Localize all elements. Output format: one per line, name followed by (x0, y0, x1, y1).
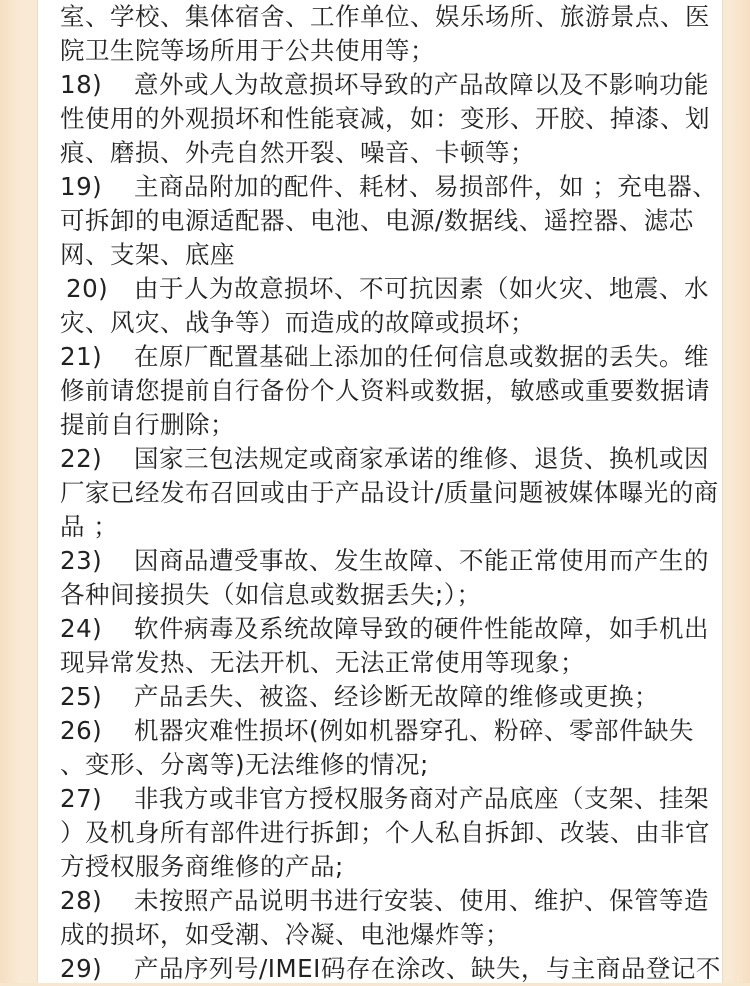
list-item-continuation (60, 476, 719, 510)
item-text: 院卫生院等场所用于公共使用等； (60, 36, 435, 65)
item-text: 因商品遭受事故、发生故障、不能正常使用而产生的 (134, 546, 709, 575)
item-number: 20) (66, 274, 109, 303)
list-item-continuation (60, 238, 235, 272)
item-number: 23) (60, 546, 103, 575)
list-item-continuation (60, 374, 710, 408)
item-text: ）及机身所有部件进行拆卸；个人私自拆卸、改装、由非官 (60, 818, 710, 847)
list-item-continuation (60, 34, 435, 68)
list-item-continuation (60, 510, 118, 544)
item-text: 软件病毒及系统故障导致的硬件性能故障，如手机出 (134, 614, 709, 643)
item-text: 厂家已经发布召回或由于产品设计/质量问题被媒体曝光的商 (60, 478, 719, 507)
item-number: 28) (60, 886, 103, 915)
list-item-continuation (60, 136, 535, 170)
item-text: 网、支架、底座 (60, 240, 235, 269)
item-number: 24) (60, 614, 103, 643)
item-text: 可拆卸的电源适配器、电池、电源/数据线、遥控器、滤芯 (60, 206, 694, 235)
item-text: 室、学校、集体宿舍、工作单位、娱乐场所、旅游景点、医 (60, 2, 710, 31)
item-text: 未按照产品说明书进行安装、使用、维护、保管等造 (134, 886, 709, 915)
list-item-start (60, 442, 709, 476)
item-text: 机器灾难性损坏(例如机器穿孔、粉碎、零部件缺失 (134, 716, 695, 745)
item-number: 19) (60, 172, 103, 201)
item-text: 国家三包法规定或商家承诺的维修、退货、换机或因 (134, 444, 709, 473)
item-text: 性使用的外观损坏和性能衰减，如：变形、开胶、掉漆、划 (60, 104, 710, 133)
item-text: 现异常发热、无法开机、无法正常使用等现象； (60, 648, 585, 677)
item-text: 各种间接损失（如信息或数据丢失;）； (60, 580, 482, 609)
list-item-start (60, 782, 709, 816)
list-item-start (60, 612, 709, 646)
list-item-continuation (60, 306, 535, 340)
list-item-start (60, 884, 709, 918)
list-item-continuation (60, 816, 710, 850)
item-text: 在原厂配置基础上添加的任何信息或数据的丢失。维 (134, 342, 709, 371)
item-text: 灾、风灾、战争等）而造成的故障或损坏； (60, 308, 535, 337)
list-item-continuation (60, 646, 585, 680)
item-text: 方授权服务商维修的产品; (60, 852, 344, 881)
list-item-continuation (60, 204, 694, 238)
item-text: 品 ； (60, 512, 119, 541)
item-text: 提前自行删除； (60, 410, 235, 439)
list-item-continuation (60, 748, 429, 782)
list-item-continuation (60, 850, 344, 884)
list-item-start (60, 68, 709, 102)
list-item-start (60, 340, 709, 374)
item-number: 21) (60, 342, 103, 371)
item-text: 修前请您提前自行备份个人资料或数据，敏感或重要数据请 (60, 376, 710, 405)
item-text: 非我方或非官方授权服务商对产品底座（支架、挂架 (134, 784, 709, 813)
list-item-start (60, 272, 709, 306)
list-item-start (60, 714, 694, 748)
item-number: 25) (60, 682, 103, 711)
item-text: 产品序列号/IMEI码存在涂改、缺失，与主商品登记不 (134, 954, 721, 983)
item-text: 痕、磨损、外壳自然开裂、噪音、卡顿等； (60, 138, 535, 167)
list-item-continuation (60, 918, 510, 952)
item-number: 29) (60, 954, 103, 983)
list-item-continuation (60, 408, 235, 442)
list-item-continuation (60, 578, 482, 612)
item-text: 产品丢失、被盗、经诊断无故障的维修或更换； (134, 682, 659, 711)
item-number: 26) (60, 716, 103, 745)
item-number: 22) (60, 444, 103, 473)
list-item-continuation (60, 102, 710, 136)
list-item-start (60, 544, 709, 578)
item-text: 、变形、分离等)无法维修的情况; (60, 750, 429, 779)
item-number: 18) (60, 70, 103, 99)
item-text: 成的损坏，如受潮、冷凝、电池爆炸等； (60, 920, 510, 949)
item-text: 主商品附加的配件、耗材、易损部件，如 ；充电器、 (134, 172, 718, 201)
list-item-start (60, 952, 721, 986)
item-text: 意外或人为故意损坏导致的产品故障以及不影响功能 (134, 70, 709, 99)
item-text: 由于人为故意损坏、不可抗因素（如火灾、地震、水 (134, 274, 709, 303)
item-number: 27) (60, 784, 103, 813)
list-item-continuation (60, 0, 710, 34)
list-item-start (60, 170, 717, 204)
list-item-start (60, 680, 659, 714)
